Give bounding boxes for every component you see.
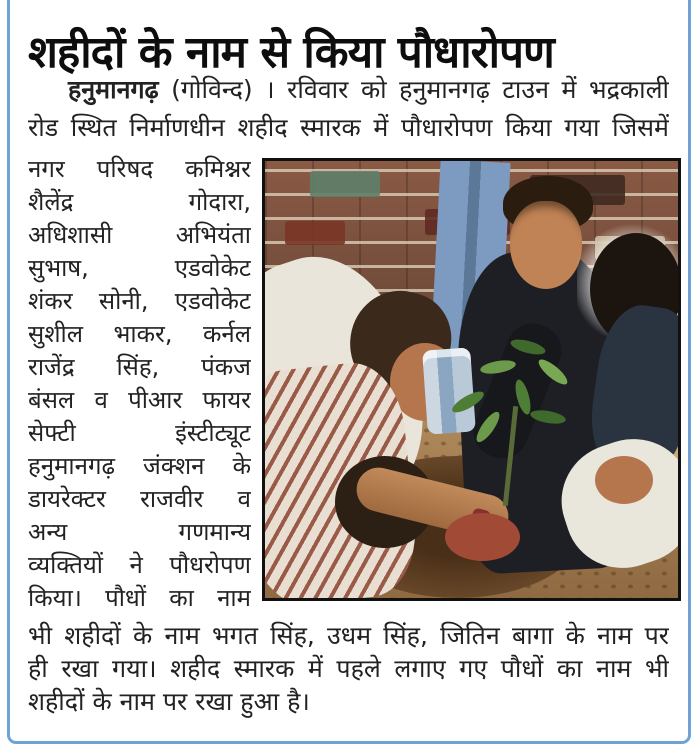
intro-line-1-text: (गोविन्द) । रविवार को हनुमानगढ़ टाउन में भद्रकाली xyxy=(158,75,669,104)
sapling-leaf xyxy=(479,358,517,376)
brick-patch-green xyxy=(310,171,380,197)
man-black-tshirt-face xyxy=(510,201,582,289)
column-line: सुशील भाकर, कर्नल xyxy=(28,320,251,348)
closing-paragraph xyxy=(28,619,669,718)
column-line: सुभाष, एडवोकेट xyxy=(28,254,251,282)
right-hand xyxy=(595,456,653,504)
sapling xyxy=(450,341,590,471)
intro-line-2: रोड स्थित निर्माणधीन शहीद स्मारक में पौधारोपण किया गया जिसमें xyxy=(28,113,669,142)
hands-in-pit xyxy=(445,513,520,561)
column-line: अन्य गणमान्य xyxy=(28,518,251,546)
intro-paragraph xyxy=(28,71,669,147)
closing-line: भी शहीदों के नाम भगत सिंह, उधम सिंह, जितिन बागा के नाम पर xyxy=(28,621,669,650)
column-line: अधिशासी अभियंता xyxy=(28,221,251,249)
brick-patch-red xyxy=(285,221,345,245)
column-line: राजेंद्र सिंह, पंकज xyxy=(28,353,251,381)
article-photo xyxy=(262,158,681,601)
column-line: सेफ्टी इंस्टीट्यूट xyxy=(28,419,251,447)
sapling-leaf xyxy=(535,356,570,388)
column-line: शंकर सोनी, एडवोकेट xyxy=(28,287,251,315)
column-line: व्यक्तियों ने पौधरोपण xyxy=(28,551,251,579)
left-text-column xyxy=(28,153,251,615)
closing-line: शहीदों के नाम पर रखा हुआ है। xyxy=(28,687,310,716)
column-line: बंसल व पीआर फायर xyxy=(28,386,251,414)
article-headline: शहीदों के नाम से किया पौधारोपण xyxy=(28,27,554,79)
intro-line-1 xyxy=(28,71,669,109)
dateline: हनुमानगढ़ xyxy=(68,75,159,104)
column-line: शैलेंद्र गोदारा, xyxy=(28,188,251,216)
column-line: हनुमानगढ़ जंक्शन के xyxy=(28,452,251,480)
column-line: किया। पौधों का नाम xyxy=(28,584,251,612)
column-line: डायरेक्टर राजवीर व xyxy=(28,485,251,513)
closing-line: ही रखा गया। शहीद स्मारक में पहले लगाए गए पौधों का नाम भी xyxy=(28,654,669,683)
sapling-leaf xyxy=(449,388,486,416)
sapling-leaf xyxy=(473,409,503,445)
sapling-leaf xyxy=(529,408,567,426)
column-line: नगर परिषद कमिश्नर xyxy=(28,155,251,183)
